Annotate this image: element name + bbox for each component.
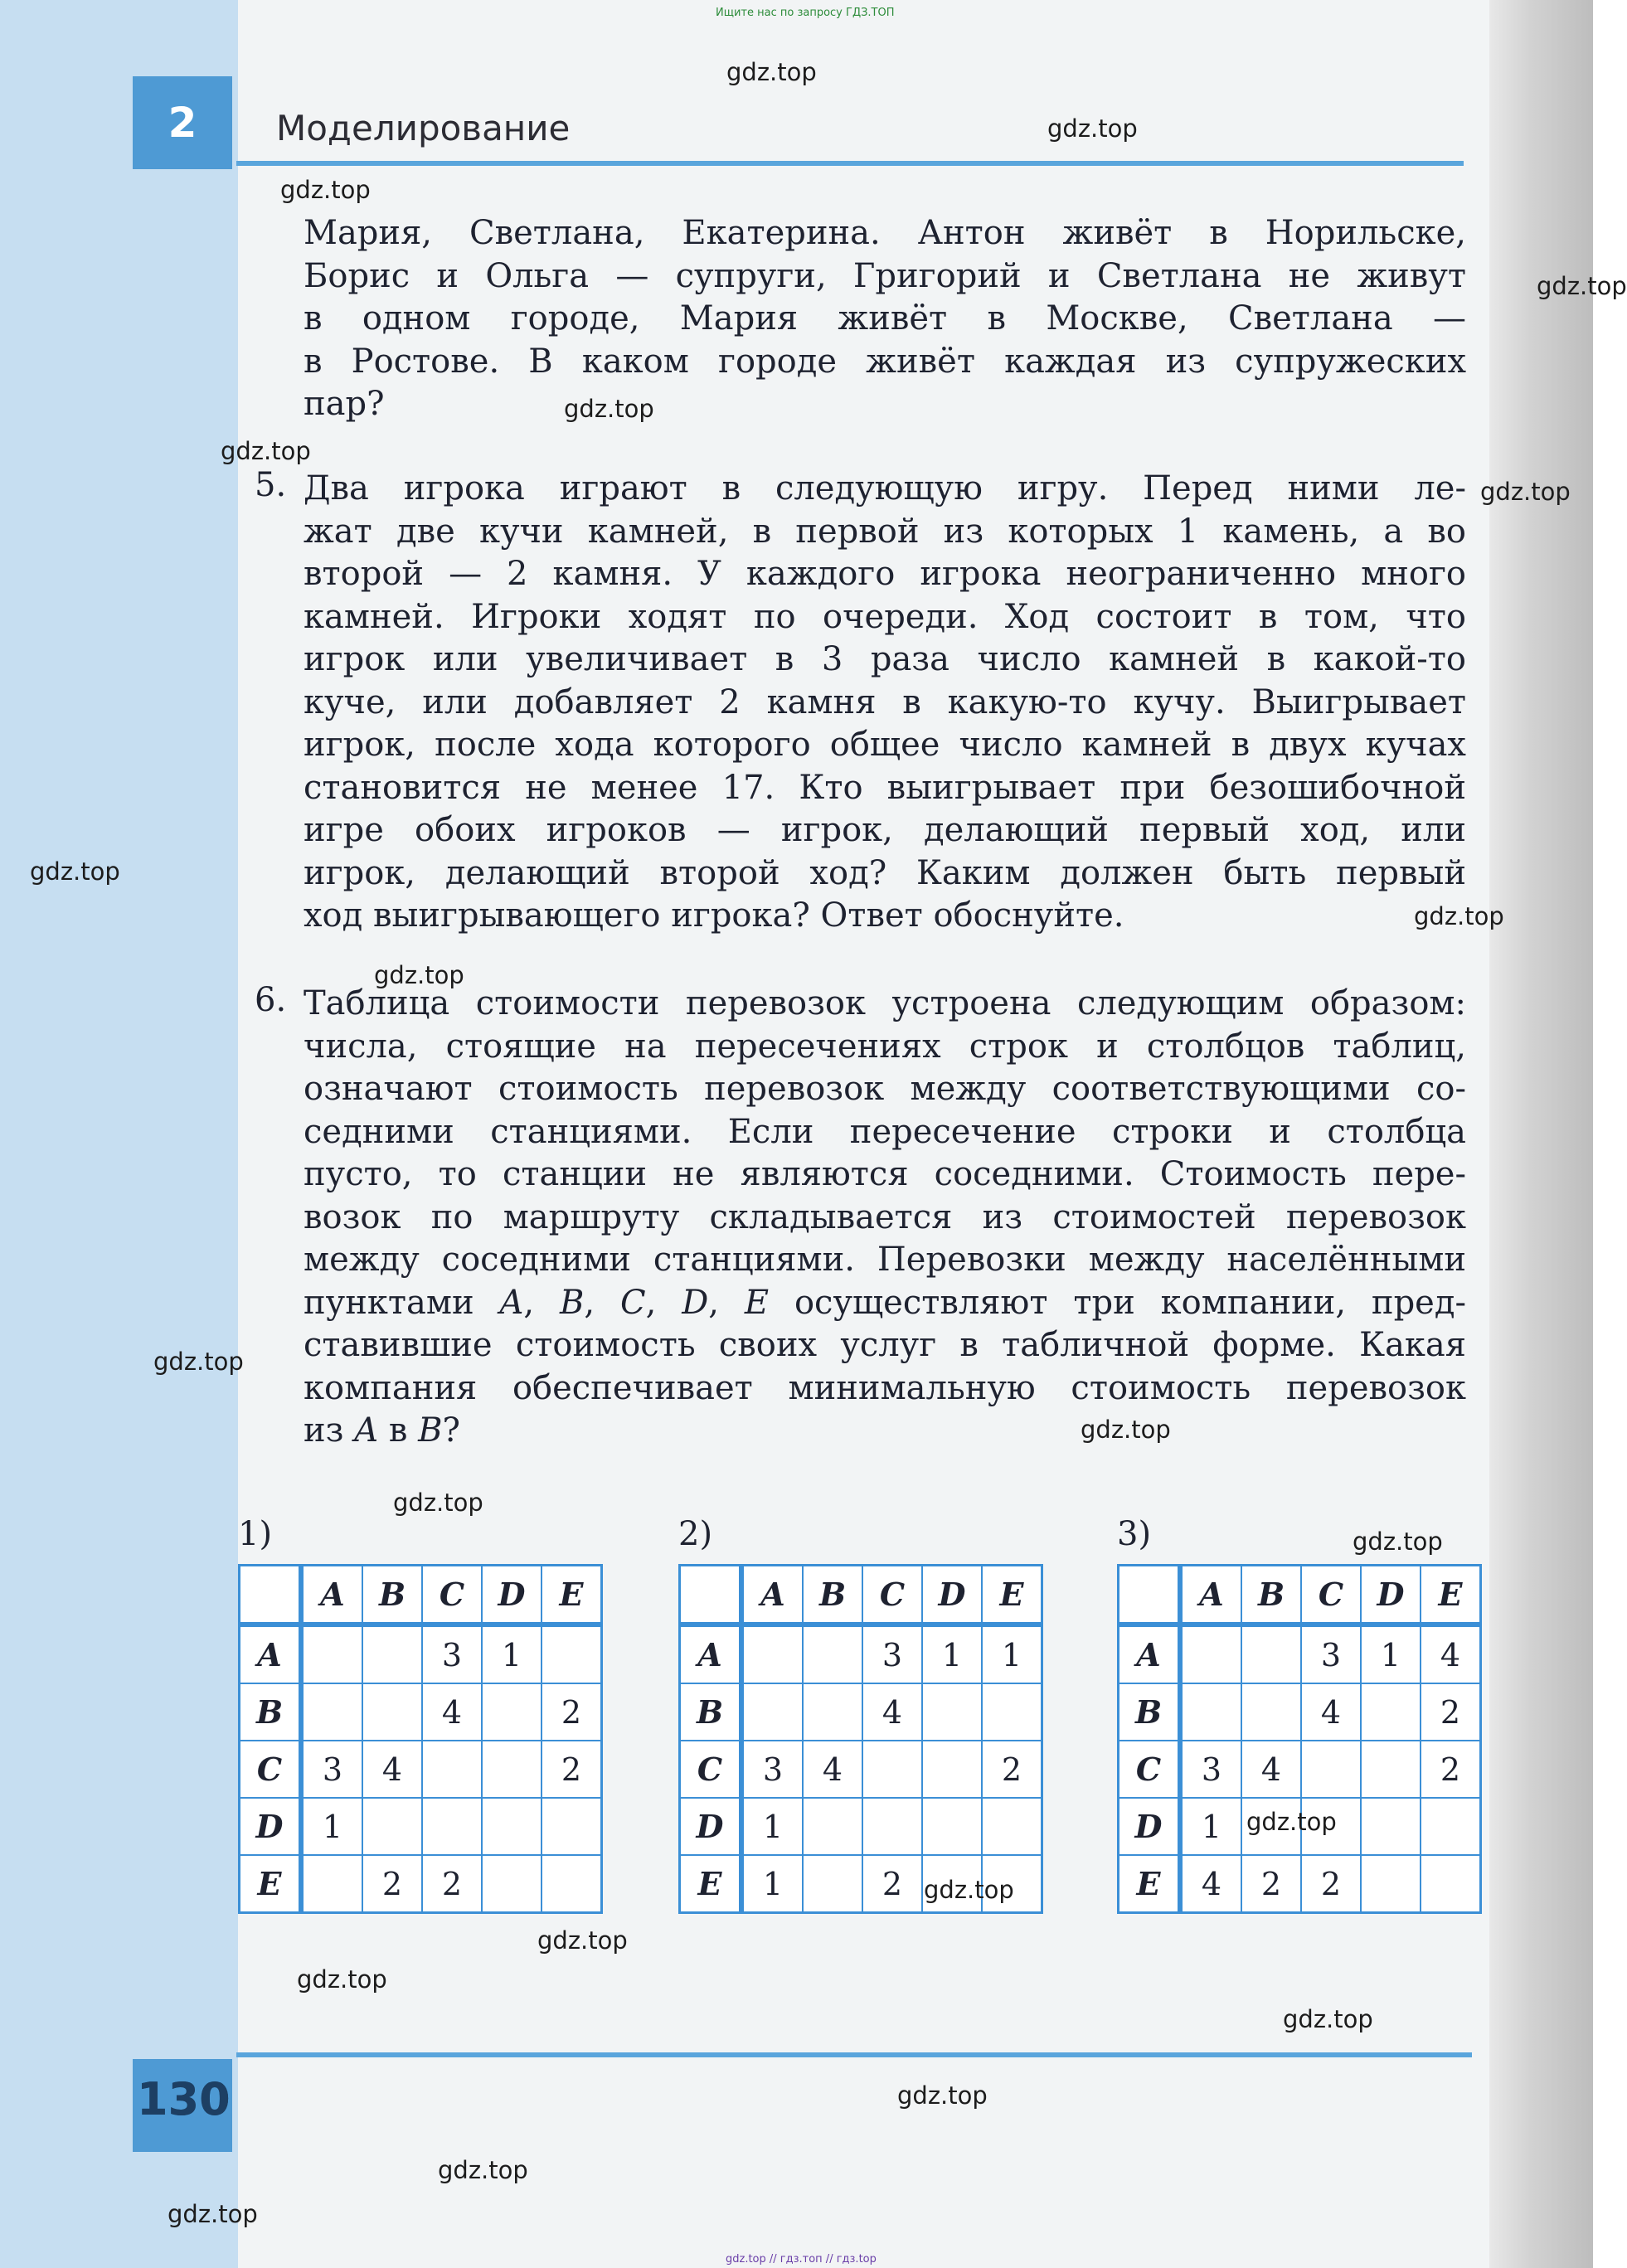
row-header: E bbox=[680, 1855, 742, 1913]
cost-cell: 4 bbox=[862, 1683, 922, 1741]
text-line-question bbox=[304, 1410, 1466, 1453]
column-header: C bbox=[422, 1566, 482, 1625]
text-line: игре обоих игроков — игрок, делающий первый ход, или bbox=[304, 811, 1466, 849]
cost-cell: 2 bbox=[542, 1683, 602, 1741]
cost-cell bbox=[1421, 1798, 1481, 1855]
cost-cell: 2 bbox=[1301, 1855, 1361, 1913]
text-line: куче, или добавляет 2 камня в какую-то кучу. Выигрывает bbox=[304, 682, 1466, 721]
cost-cell bbox=[422, 1798, 482, 1855]
cost-cell: 1 bbox=[482, 1625, 542, 1683]
text-line: ход выигрывающего игрока? Ответ обоснуйте. bbox=[304, 896, 1124, 935]
column-header: A bbox=[1180, 1566, 1241, 1625]
table-header-row bbox=[240, 1566, 602, 1625]
cost-cell bbox=[982, 1798, 1042, 1855]
cost-cell bbox=[1361, 1798, 1421, 1855]
text-line-points: пунктами A, B, C, D, E осуществляют три компании, пред- bbox=[304, 1283, 1466, 1322]
text-line: Мария, Светлана, Екатерина. Антон живёт в Норильске, bbox=[304, 214, 1466, 252]
cost-cell: 1 bbox=[301, 1798, 362, 1855]
cost-cell: 2 bbox=[1241, 1855, 1301, 1913]
cost-cell bbox=[1301, 1741, 1361, 1798]
row-header: A bbox=[680, 1625, 742, 1683]
row-header: E bbox=[1119, 1855, 1181, 1913]
page-number-text: 130 bbox=[137, 2073, 231, 2125]
cost-cell: 2 bbox=[1421, 1741, 1481, 1798]
text-line: компания обеспечивает минимальную стоимость перевозок bbox=[304, 1368, 1466, 1407]
cost-cell: 2 bbox=[982, 1741, 1042, 1798]
cost-cell bbox=[982, 1683, 1042, 1741]
problem-5-number: 5. bbox=[255, 466, 287, 504]
row-header: D bbox=[1119, 1798, 1181, 1855]
watermark: gdz.top bbox=[153, 1348, 244, 1376]
cost-cell bbox=[362, 1798, 422, 1855]
cost-cell: 1 bbox=[741, 1798, 803, 1855]
cost-cell bbox=[1361, 1683, 1421, 1741]
cost-cell bbox=[422, 1741, 482, 1798]
problem-6-number: 6. bbox=[255, 981, 287, 1019]
cost-cell: 4 bbox=[362, 1741, 422, 1798]
cost-cell: 3 bbox=[422, 1625, 482, 1683]
cost-cell bbox=[542, 1798, 602, 1855]
cost-cell bbox=[803, 1625, 862, 1683]
cost-cell: 3 bbox=[1180, 1741, 1241, 1798]
watermark: gdz.top bbox=[30, 857, 120, 886]
text-line: игрок, делающий второй ход? Каким должен быть первый bbox=[304, 853, 1466, 892]
cost-cell bbox=[741, 1683, 803, 1741]
cost-cell bbox=[1361, 1741, 1421, 1798]
watermark: gdz.top bbox=[374, 961, 464, 989]
table-1-label: 1) bbox=[238, 1515, 273, 1553]
table-header-row bbox=[1119, 1566, 1481, 1625]
table-row bbox=[240, 1683, 602, 1741]
column-header: C bbox=[862, 1566, 922, 1625]
column-header: D bbox=[482, 1566, 542, 1625]
table-row bbox=[680, 1625, 1042, 1683]
question-mark: ? bbox=[442, 1411, 460, 1450]
cost-cell: 2 bbox=[362, 1855, 422, 1913]
cost-cell: 2 bbox=[422, 1855, 482, 1913]
point-c: C bbox=[619, 1283, 646, 1322]
column-header: E bbox=[1421, 1566, 1481, 1625]
cost-cell bbox=[482, 1798, 542, 1855]
row-header: B bbox=[240, 1683, 302, 1741]
table-row bbox=[1119, 1683, 1481, 1741]
text-line: пусто, то станции не являются соседними. Стоимость пере- bbox=[304, 1155, 1466, 1193]
cost-cell bbox=[362, 1683, 422, 1741]
cost-cell bbox=[1241, 1625, 1301, 1683]
table-corner-cell bbox=[680, 1566, 742, 1625]
cost-cell bbox=[482, 1855, 542, 1913]
cost-cell bbox=[1421, 1855, 1481, 1913]
point-a: A bbox=[499, 1283, 524, 1322]
footer-rule bbox=[236, 2052, 1472, 2057]
text-line: пар? bbox=[304, 385, 385, 423]
watermark: gdz.top bbox=[1081, 1416, 1171, 1444]
cost-cell bbox=[542, 1625, 602, 1683]
cost-cell bbox=[1180, 1625, 1241, 1683]
column-header: D bbox=[922, 1566, 982, 1625]
watermark: gdz.top bbox=[221, 437, 311, 465]
table-corner-cell bbox=[1119, 1566, 1181, 1625]
text-line: ставившие стоимость своих услуг в табличной форме. Какая bbox=[304, 1326, 1466, 1364]
watermark: gdz.top bbox=[537, 1926, 628, 1955]
points-suffix: осуществляют три компании, пред- bbox=[794, 1283, 1466, 1322]
row-header: E bbox=[240, 1855, 302, 1913]
table-row bbox=[1119, 1741, 1481, 1798]
cost-cell bbox=[362, 1625, 422, 1683]
cost-cell: 3 bbox=[1301, 1625, 1361, 1683]
table-row bbox=[1119, 1855, 1481, 1913]
watermark: gdz.top bbox=[168, 2200, 258, 2228]
cost-cell: 1 bbox=[1180, 1798, 1241, 1855]
cost-cell: 3 bbox=[301, 1741, 362, 1798]
watermark: gdz.top bbox=[1246, 1808, 1337, 1836]
table-corner-cell bbox=[240, 1566, 302, 1625]
question-to: B bbox=[418, 1411, 443, 1450]
cost-cell bbox=[922, 1683, 982, 1741]
text-line: между соседними станциями. Перевозки между населёнными bbox=[304, 1241, 1466, 1279]
row-header: C bbox=[1119, 1741, 1181, 1798]
text-line: становится не менее 17. Кто выигрывает при безошибочной bbox=[304, 768, 1466, 807]
cost-cell bbox=[301, 1855, 362, 1913]
table-2-label: 2) bbox=[678, 1515, 713, 1553]
column-header: B bbox=[803, 1566, 862, 1625]
cost-cell: 4 bbox=[1180, 1855, 1241, 1913]
watermark: gdz.top bbox=[1283, 2005, 1373, 2033]
cost-cell bbox=[862, 1798, 922, 1855]
points-prefix: пунктами bbox=[304, 1283, 474, 1322]
column-header: D bbox=[1361, 1566, 1421, 1625]
cost-cell bbox=[922, 1798, 982, 1855]
row-header: C bbox=[240, 1741, 302, 1798]
question-word: в bbox=[388, 1411, 408, 1450]
cost-cell bbox=[1180, 1683, 1241, 1741]
watermark: gdz.top bbox=[564, 395, 654, 423]
text-line: возок по маршруту складывается из стоимостей перевозок bbox=[304, 1197, 1466, 1236]
table-row bbox=[680, 1798, 1042, 1855]
text-line: числа, стоящие на пересечениях строк и столбцов таблиц, bbox=[304, 1027, 1466, 1066]
row-header: B bbox=[680, 1683, 742, 1741]
cost-cell: 1 bbox=[1361, 1625, 1421, 1683]
cost-cell bbox=[922, 1741, 982, 1798]
cost-cell: 3 bbox=[741, 1741, 803, 1798]
row-header: D bbox=[240, 1798, 302, 1855]
watermark: gdz.top bbox=[1414, 902, 1504, 930]
column-header: B bbox=[362, 1566, 422, 1625]
column-header: B bbox=[1241, 1566, 1301, 1625]
point-e: E bbox=[744, 1283, 770, 1322]
cost-cell bbox=[803, 1798, 862, 1855]
column-header: A bbox=[301, 1566, 362, 1625]
text-line: второй — 2 камня. У каждого игрока неограниченно много bbox=[304, 555, 1466, 593]
problem-5-text bbox=[304, 468, 1466, 938]
row-header: A bbox=[1119, 1625, 1181, 1683]
cost-cell: 1 bbox=[741, 1855, 803, 1913]
watermark: gdz.top bbox=[438, 2156, 528, 2184]
cost-cell bbox=[1241, 1683, 1301, 1741]
text-line: означают стоимость перевозок между соответствующими со- bbox=[304, 1070, 1466, 1108]
cost-cell bbox=[542, 1855, 602, 1913]
table-row bbox=[240, 1855, 602, 1913]
text-line: камней. Игроки ходят по очереди. Ход состоит в том, что bbox=[304, 597, 1466, 636]
cost-cell bbox=[1361, 1855, 1421, 1913]
watermark: gdz.top bbox=[897, 2081, 988, 2110]
question-from: A bbox=[354, 1411, 379, 1450]
table-row bbox=[1119, 1625, 1481, 1683]
row-header: C bbox=[680, 1741, 742, 1798]
watermark: gdz.top bbox=[1480, 478, 1571, 506]
cost-cell: 3 bbox=[862, 1625, 922, 1683]
table-row bbox=[240, 1798, 602, 1855]
column-header: E bbox=[542, 1566, 602, 1625]
watermark: gdz.top bbox=[1353, 1527, 1443, 1556]
table-row bbox=[240, 1741, 602, 1798]
point-d: D bbox=[682, 1283, 709, 1322]
column-header: A bbox=[741, 1566, 803, 1625]
cost-cell bbox=[803, 1855, 862, 1913]
table-header-row bbox=[680, 1566, 1042, 1625]
question-prefix: из bbox=[304, 1411, 344, 1450]
cost-table-3 bbox=[1117, 1564, 1482, 1914]
cost-cell bbox=[301, 1683, 362, 1741]
cost-cell: 4 bbox=[803, 1741, 862, 1798]
table-row bbox=[680, 1741, 1042, 1798]
chapter-number-tab: 2 bbox=[133, 76, 232, 169]
cost-cell: 1 bbox=[982, 1625, 1042, 1683]
text-line: в Ростове. В каком городе живёт каждая из супружеских bbox=[304, 342, 1466, 381]
page-number bbox=[137, 2073, 270, 2139]
cost-cell bbox=[862, 1741, 922, 1798]
cost-cell bbox=[301, 1625, 362, 1683]
cost-cell bbox=[803, 1683, 862, 1741]
cost-cell: 4 bbox=[422, 1683, 482, 1741]
column-header: E bbox=[982, 1566, 1042, 1625]
cost-cell: 4 bbox=[1421, 1625, 1481, 1683]
watermark: gdz.top bbox=[1537, 272, 1627, 300]
cost-table-1 bbox=[238, 1564, 603, 1914]
problem-4-continuation bbox=[304, 212, 1466, 426]
text-line: Борис и Ольга — супруги, Григорий и Светлана не живут bbox=[304, 256, 1466, 295]
cost-cell: 2 bbox=[862, 1855, 922, 1913]
top-note: Ищите нас по запросу ГДЗ.ТОП bbox=[716, 7, 895, 19]
watermark: gdz.top bbox=[1047, 114, 1138, 143]
text-line: жат две кучи камней, в первой из которых 1 камень, а во bbox=[304, 512, 1466, 551]
row-header: D bbox=[680, 1798, 742, 1855]
bottom-note: gdz.top // гдз.топ // гдз.top bbox=[726, 2253, 877, 2266]
column-header: C bbox=[1301, 1566, 1361, 1625]
cost-table-2 bbox=[678, 1564, 1043, 1914]
cost-cell: 4 bbox=[1241, 1741, 1301, 1798]
page-fold-shadow bbox=[1489, 0, 1593, 2268]
left-margin-band bbox=[0, 0, 238, 2268]
text-line: седними станциями. Если пересечение строки и столбца bbox=[304, 1112, 1466, 1151]
cost-cell bbox=[482, 1683, 542, 1741]
cost-cell: 2 bbox=[542, 1741, 602, 1798]
point-b: B bbox=[559, 1283, 585, 1322]
watermark: gdz.top bbox=[297, 1965, 387, 1994]
row-header: B bbox=[1119, 1683, 1181, 1741]
text-line: игрок или увеличивает в 3 раза число камней в какой-то bbox=[304, 640, 1466, 678]
cost-cell: 1 bbox=[922, 1625, 982, 1683]
chapter-title: Моделирование bbox=[276, 108, 571, 148]
row-header: A bbox=[240, 1625, 302, 1683]
header-rule bbox=[236, 161, 1464, 166]
table-row bbox=[680, 1683, 1042, 1741]
cost-cell bbox=[482, 1741, 542, 1798]
table-3-label: 3) bbox=[1117, 1515, 1152, 1553]
watermark: gdz.top bbox=[280, 176, 371, 204]
watermark: gdz.top bbox=[726, 58, 817, 86]
text-line: игрок, после хода которого общее число камней в двух кучах bbox=[304, 726, 1466, 764]
text-line: в одном городе, Мария живёт в Москве, Светлана — bbox=[304, 299, 1466, 338]
problem-6-text bbox=[304, 983, 1466, 1453]
watermark: gdz.top bbox=[393, 1489, 483, 1517]
cost-cell: 4 bbox=[1301, 1683, 1361, 1741]
text-line: Таблица стоимости перевозок устроена следующим образом: bbox=[304, 984, 1466, 1022]
table-row bbox=[240, 1625, 602, 1683]
text-line: Два игрока играют в следующую игру. Перед ними ле- bbox=[304, 469, 1466, 508]
cost-cell bbox=[741, 1625, 803, 1683]
watermark: gdz.top bbox=[924, 1876, 1014, 1904]
cost-cell: 2 bbox=[1421, 1683, 1481, 1741]
